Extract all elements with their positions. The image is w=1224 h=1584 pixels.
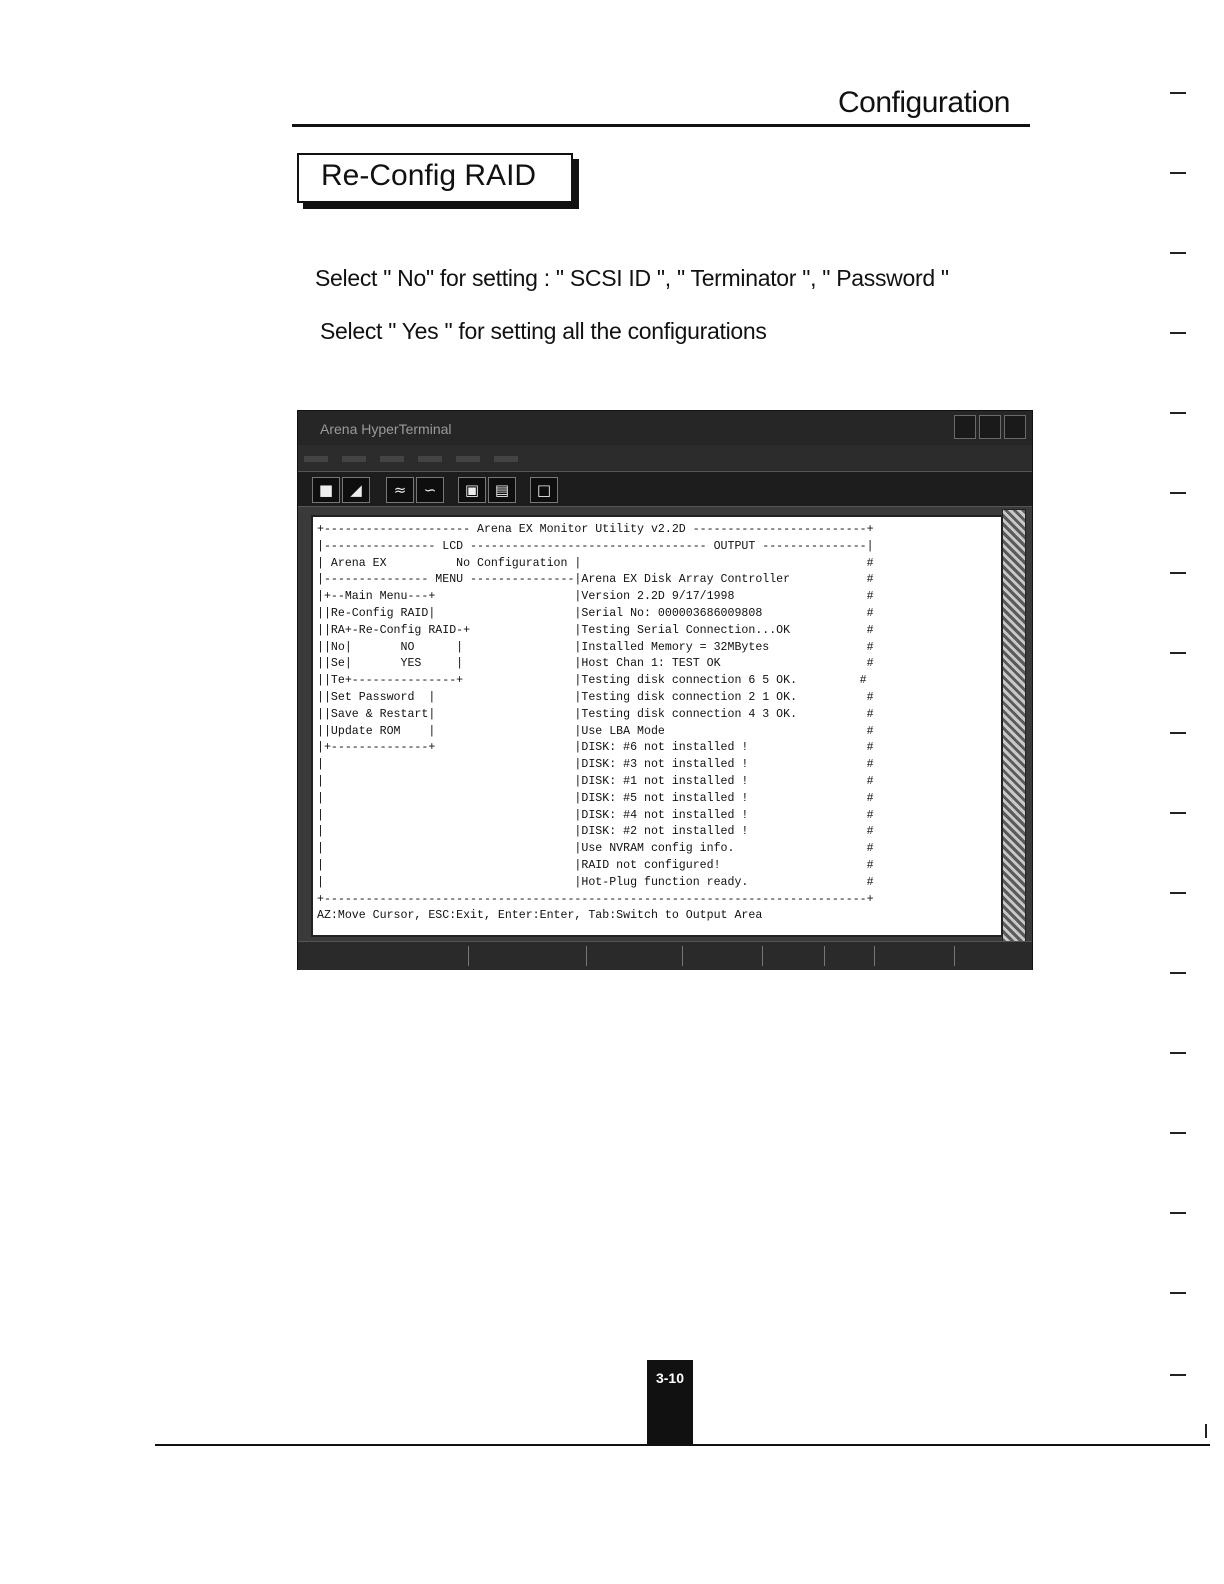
chapter-title: Configuration [838, 86, 1010, 119]
status-segment [468, 946, 587, 966]
edge-mark [1170, 1132, 1186, 1134]
terminal-line: | |DISK: #1 not installed ! # [317, 774, 874, 788]
status-segment [874, 946, 955, 966]
terminal-line: | |DISK: #2 not installed ! # [317, 825, 874, 839]
edge-mark [1205, 1424, 1207, 1438]
edge-mark [1170, 1292, 1186, 1294]
status-segment [586, 946, 683, 966]
edge-mark [1170, 1374, 1186, 1376]
terminal-line: ||Re-Config RAID| |Serial No: 000003686009808 # [317, 606, 874, 620]
close-button[interactable] [1004, 415, 1026, 439]
window-title: Arena HyperTerminal [320, 421, 452, 437]
hyperterminal-window [297, 410, 1033, 970]
menu-item[interactable] [494, 456, 518, 462]
edge-mark [1170, 972, 1186, 974]
window-controls [954, 415, 1026, 439]
status-bar [298, 941, 1032, 970]
edge-mark [1170, 252, 1186, 254]
menu-item[interactable] [418, 456, 442, 462]
status-segment [298, 946, 469, 966]
terminal-line: | |RAID not configured! # [317, 858, 874, 872]
terminal-line: |---------------- LCD ---------------------------------- OUTPUT ---------------| [317, 539, 874, 553]
instruction-yes: Select " Yes " for setting all the configurations [320, 318, 767, 344]
footer-rule [155, 1444, 1210, 1446]
terminal-line: ||Save & Restart| |Testing disk connection 4 3 OK. # [317, 707, 874, 721]
terminal-line: ||RA+-Re-Config RAID-+ |Testing Serial Connection...OK # [317, 623, 874, 637]
edge-mark [1170, 652, 1186, 654]
terminal-line: | |DISK: #3 not installed ! # [317, 758, 874, 772]
maximize-button[interactable] [979, 415, 1001, 439]
terminal-line: |+--Main Menu---+ |Version 2.2D 9/17/1998 # [317, 590, 874, 604]
terminal-line: |+--------------+ |DISK: #6 not installed ! # [317, 741, 874, 755]
vertical-scrollbar[interactable] [1002, 509, 1026, 943]
toolbar [298, 471, 1032, 507]
instruction-no: Select " No" for setting : " SCSI ID ", " Terminator ", " Password " [315, 265, 949, 291]
properties-icon[interactable]: □ [530, 477, 558, 503]
status-segment [824, 946, 875, 966]
menu-item[interactable] [304, 456, 328, 462]
edge-mark [1170, 172, 1186, 174]
edge-mark [1170, 92, 1186, 94]
new-icon[interactable]: ■ [312, 477, 340, 503]
menu-bar [298, 445, 1032, 471]
disconnect-icon[interactable]: ∽ [416, 477, 444, 503]
edge-mark [1170, 812, 1186, 814]
menu-item[interactable] [380, 456, 404, 462]
edge-mark [1170, 412, 1186, 414]
edge-mark [1170, 492, 1186, 494]
edge-mark [1170, 732, 1186, 734]
terminal-line: ||No| NO | |Installed Memory = 32MBytes # [317, 640, 874, 654]
menu-item[interactable] [456, 456, 480, 462]
terminal-line: | Arena EX No Configuration | # [317, 556, 874, 570]
edge-mark [1170, 572, 1186, 574]
connect-icon[interactable]: ≈ [386, 477, 414, 503]
menu-item[interactable] [342, 456, 366, 462]
edge-mark [1170, 1212, 1186, 1214]
terminal-line: ||Set Password | |Testing disk connection 2 1 OK. # [317, 690, 874, 704]
section-heading: Re-Config RAID [321, 159, 537, 192]
status-segment [762, 946, 825, 966]
status-segment [682, 946, 763, 966]
send-icon[interactable]: ▣ [458, 477, 486, 503]
terminal-line: +------------------------------------------------------------------------------+ [317, 892, 874, 906]
terminal-line: ||Se| YES | |Host Chan 1: TEST OK # [317, 657, 874, 671]
terminal-line: AZ:Move Cursor, ESC:Exit, Enter:Enter, Tab:Switch to Output Area [317, 909, 763, 923]
terminal-screen[interactable] [311, 515, 1003, 937]
terminal-line: | |Hot-Plug function ready. # [317, 875, 874, 889]
open-icon[interactable]: ◢ [342, 477, 370, 503]
edge-mark [1170, 892, 1186, 894]
minimize-button[interactable] [954, 415, 976, 439]
page-number: 3-10 [647, 1360, 693, 1446]
terminal-line: |--------------- MENU ---------------|Arena EX Disk Array Controller # [317, 573, 874, 587]
terminal-line: ||Te+---------------+ |Testing disk connection 6 5 OK. # [317, 674, 867, 688]
edge-mark [1170, 332, 1186, 334]
terminal-line: +--------------------- Arena EX Monitor Utility v2.2D -------------------------+ [317, 523, 874, 536]
terminal-line: ||Update ROM | |Use LBA Mode # [317, 724, 874, 738]
edge-mark [1170, 1052, 1186, 1054]
terminal-text [313, 517, 1001, 925]
section-heading-box [297, 153, 573, 203]
terminal-line: | |DISK: #5 not installed ! # [317, 791, 874, 805]
terminal-line: | |DISK: #4 not installed ! # [317, 808, 874, 822]
receive-icon[interactable]: ▤ [488, 477, 516, 503]
terminal-line: | |Use NVRAM config info. # [317, 842, 874, 856]
window-titlebar[interactable] [298, 411, 1032, 445]
header-rule [292, 124, 1030, 127]
